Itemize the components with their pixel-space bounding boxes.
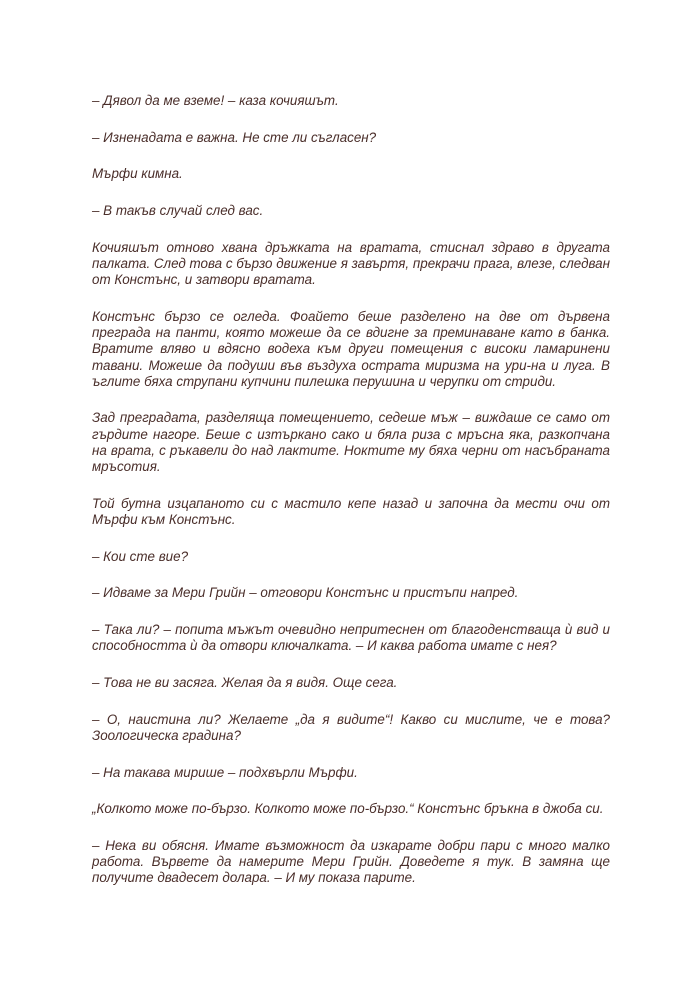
- paragraph-8: Той бутна изцапаното си с мастило кепе назад и започна да мести очи от Мърфи към Констънс.: [92, 495, 610, 527]
- paragraph-11: – Така ли? – попита мъжът очевидно непритеснен от благоденстваща ѝ вид и способността ѝ да отвори ключалката. – И каква работа имате с нея?: [92, 622, 610, 654]
- paragraph-4: – В такъв случай след вас.: [92, 203, 264, 219]
- paragraph-9: – Кои сте вие?: [92, 548, 189, 564]
- document-page: [92, 93, 610, 907]
- paragraph-5: Кочияшът отново хвана дръжката на вратата, стиснал здраво в другата палката. След това с бързо движение я завъртя, прекрачи прага, влезе, следван от Констънс, и затвори вратата.: [92, 239, 610, 288]
- paragraph-7: Зад преградата, разделяща помещението, седеше мъж – виждаше се само от гърдите нагоре. Беше с изтъркано сако и бяла риза с мръсна яка, разкопчана на врата, с ръкавели до над лактите. Ноктите му бяха черни от насъбраната мръсотия.: [92, 410, 610, 475]
- paragraph-14: – На такава мирише – подхвърли Мърфи.: [92, 764, 358, 780]
- paragraph-13: – О, наистина ли? Желаете „да я видите“! Какво си мислите, че е това? Зоологическа градина?: [92, 711, 610, 743]
- paragraph-10: – Идваме за Мери Грийн – отговори Констънс и пристъпи напред.: [92, 585, 519, 601]
- paragraph-2: – Изненадата е важна. Не сте ли съгласен?: [92, 129, 377, 145]
- paragraph-1: – Дявол да ме вземе! – каза кочияшът.: [92, 93, 339, 108]
- paragraph-12: – Това не ви засяга. Желая да я видя. Още сега.: [92, 674, 398, 690]
- paragraph-15: „Колкото може по-бързо. Колкото може по-бързо.“ Констънс бръкна в джоба си.: [92, 801, 604, 817]
- paragraph-3: Мърфи кимна.: [92, 166, 183, 182]
- paragraph-16: – Нека ви обясня. Имате възможност да изкарате добри пари с много малко работа. Вървете да намерите Мери Грийн. Доведете я тук. В замяна ще получите двадесет долара. – И му показа парите.: [92, 837, 610, 886]
- paragraph-6: Констънс бързо се огледа. Фоайето беше разделено на две от дървена преграда на панти, която можеше да се вдигне за преминаване като в банка. Вратите вляво и вдясно водеха към други помещения с високи ламаринени тавани. Можеше да подуши във въздуха острата миризма на ури-на и луга. В ъглите бяха струпани купчини пилешка перушина и черупки от стриди.: [92, 308, 610, 389]
